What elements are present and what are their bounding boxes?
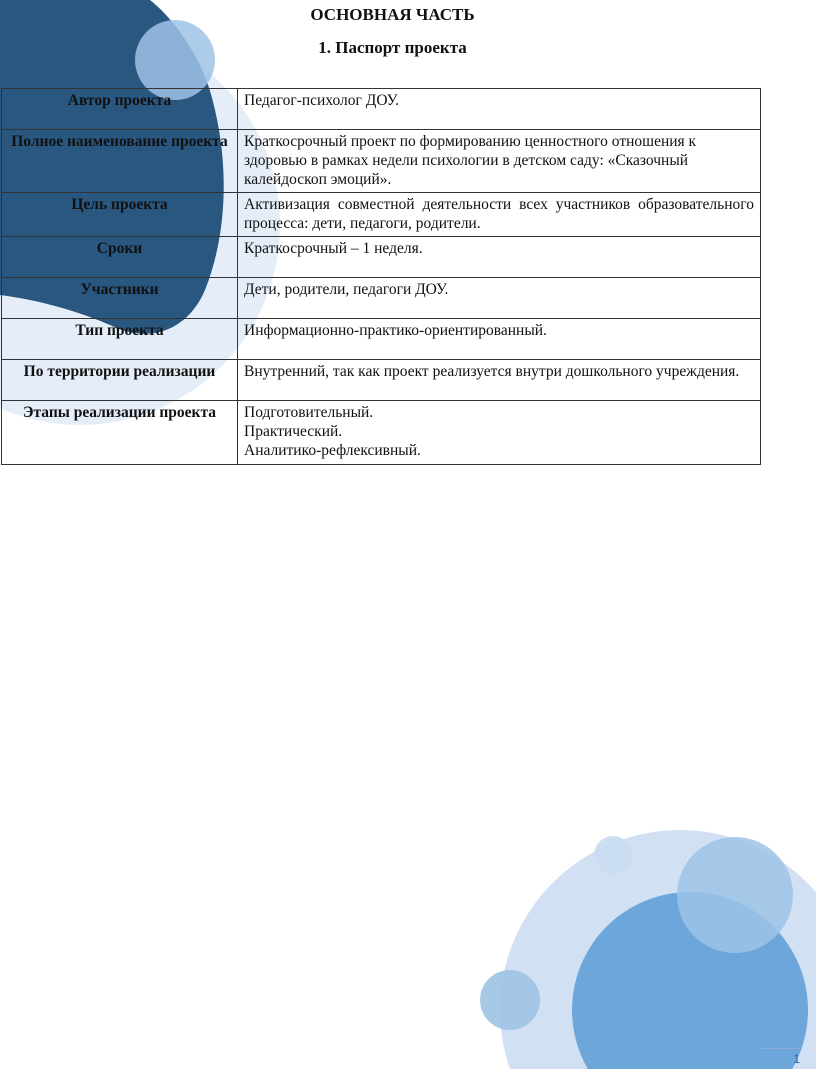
row-label: Этапы реализации проекта [2, 401, 238, 465]
row-label: Автор проекта [2, 89, 238, 130]
row-value: Краткосрочный проект по формированию ценностного отношения к здоровью в рамках недели психологии в детском саду: «Сказочный калейдоскоп эмоций». [238, 130, 761, 193]
row-value [238, 89, 761, 130]
row-value: Краткосрочный – 1 неделя. [238, 237, 761, 278]
tiny-circle-bottom-right [594, 836, 632, 874]
section-title: ОСНОВНАЯ ЧАСТЬ [310, 5, 475, 24]
row-value: Внутренний, так как проект реализуется внутри дошкольного учреждения. [238, 360, 761, 401]
table-row [2, 89, 761, 130]
row-value: Информационно-практико-ориентированный. [238, 319, 761, 360]
value-line: Подготовительный. [244, 404, 374, 421]
value-line: Педагог-психолог ДОУ. [244, 92, 399, 109]
table-row [2, 130, 761, 193]
subsection-title: 1. Паспорт проекта [318, 38, 467, 57]
table-row [2, 360, 761, 401]
row-value: Дети, родители, педагоги ДОУ. [238, 278, 761, 319]
row-label: Тип проекта [2, 319, 238, 360]
row-value: Активизация совместной деятельности всех участников образовательного процесса: дети, педагоги, родители. [238, 193, 761, 237]
table-row [2, 401, 761, 465]
page-number: 1 [760, 1048, 800, 1070]
row-value [238, 401, 761, 465]
table-row [2, 278, 761, 319]
row-label: Цель проекта [2, 193, 238, 237]
row-label: По территории реализации [2, 360, 238, 401]
table-row [2, 237, 761, 278]
table-row [2, 319, 761, 360]
table-row [2, 193, 761, 237]
project-passport-table [1, 88, 761, 465]
row-label: Участники [2, 278, 238, 319]
value-line: Аналитико-рефлексивный. [244, 442, 421, 459]
row-label: Полное наименование проекта [2, 130, 238, 193]
upper-circle-bottom-right [677, 837, 793, 953]
left-circle-bottom-right [480, 970, 540, 1030]
value-line: Практический. [244, 423, 343, 440]
row-label: Сроки [2, 237, 238, 278]
